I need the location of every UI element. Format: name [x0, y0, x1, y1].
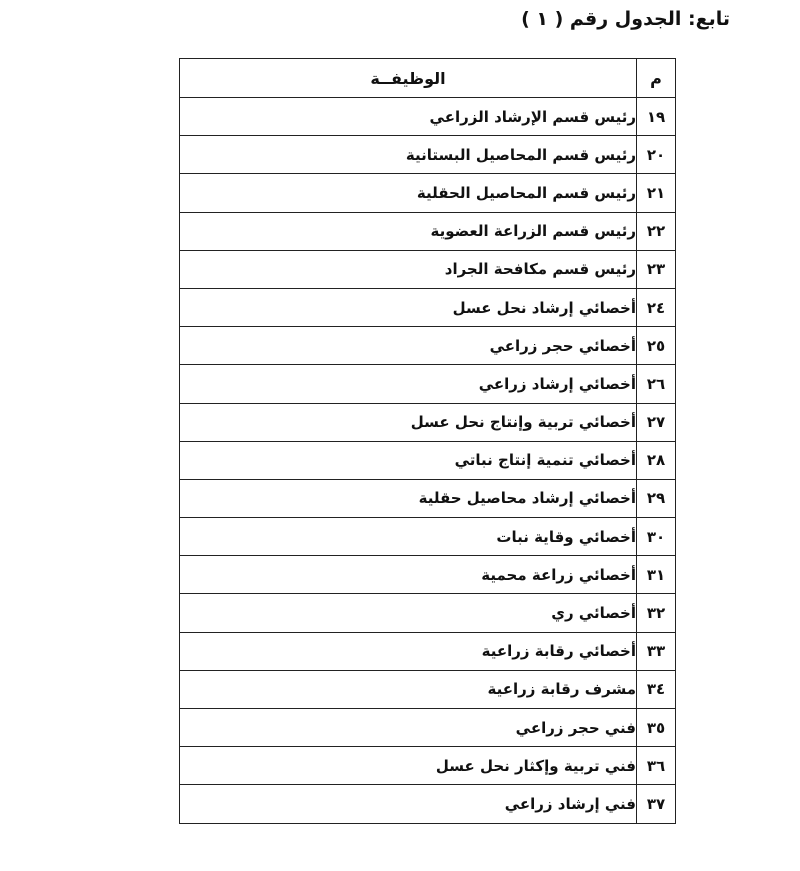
job-title: رئيس قسم المحاصيل الحقلية [180, 174, 637, 212]
table-row [180, 670, 676, 708]
column-header-number: م [637, 59, 676, 98]
job-title: فني حجر زراعي [180, 709, 637, 747]
row-number: ٣٤ [637, 670, 676, 708]
table-body [180, 98, 676, 824]
job-title: فني تربية وإكثار نحل عسل [180, 747, 637, 785]
table-row [180, 174, 676, 212]
job-title: رئيس قسم الإرشاد الزراعي [180, 98, 637, 136]
row-number: ٢٩ [637, 479, 676, 517]
row-number: ١٩ [637, 98, 676, 136]
row-number: ٢٧ [637, 403, 676, 441]
row-number: ٣٦ [637, 747, 676, 785]
row-number: ٣٢ [637, 594, 676, 632]
column-header-job: الوظيفــة [180, 59, 637, 98]
job-title: أخصائي رقابة زراعية [180, 632, 637, 670]
row-number: ٣٠ [637, 518, 676, 556]
row-number: ٣١ [637, 556, 676, 594]
table-row [180, 709, 676, 747]
table-row [180, 288, 676, 326]
table-row [180, 327, 676, 365]
row-number: ٢٢ [637, 212, 676, 250]
table-caption: تابع: الجدول رقم ( ١ ) [521, 8, 730, 30]
job-title: أخصائي ري [180, 594, 637, 632]
job-title: فني إرشاد زراعي [180, 785, 637, 823]
job-title: أخصائي تنمية إنتاج نباتي [180, 441, 637, 479]
job-title: رئيس قسم مكافحة الجراد [180, 250, 637, 288]
table-row [180, 98, 676, 136]
row-number: ٢٣ [637, 250, 676, 288]
table-row [180, 594, 676, 632]
job-title: رئيس قسم المحاصيل البستانية [180, 136, 637, 174]
row-number: ٣٧ [637, 785, 676, 823]
job-title: أخصائي وقاية نبات [180, 518, 637, 556]
row-number: ٢٥ [637, 327, 676, 365]
table-row [180, 747, 676, 785]
table-row [180, 365, 676, 403]
table-row [180, 212, 676, 250]
table-header-row [180, 59, 676, 98]
table-row [180, 785, 676, 823]
table-row [180, 441, 676, 479]
table-row [180, 556, 676, 594]
job-title: رئيس قسم الزراعة العضوية [180, 212, 637, 250]
job-title: أخصائي إرشاد نحل عسل [180, 288, 637, 326]
table-row [180, 479, 676, 517]
row-number: ٢٨ [637, 441, 676, 479]
row-number: ٣٣ [637, 632, 676, 670]
jobs-table [179, 58, 676, 824]
table-row [180, 632, 676, 670]
table-row [180, 250, 676, 288]
job-title: مشرف رقابة زراعية [180, 670, 637, 708]
job-title: أخصائي زراعة محمية [180, 556, 637, 594]
row-number: ٣٥ [637, 709, 676, 747]
job-title: أخصائي إرشاد محاصيل حقلية [180, 479, 637, 517]
row-number: ٢٠ [637, 136, 676, 174]
job-title: أخصائي إرشاد زراعي [180, 365, 637, 403]
row-number: ٢١ [637, 174, 676, 212]
row-number: ٢٦ [637, 365, 676, 403]
job-title: أخصائي حجر زراعي [180, 327, 637, 365]
row-number: ٢٤ [637, 288, 676, 326]
job-title: أخصائي تربية وإنتاج نحل عسل [180, 403, 637, 441]
table-row [180, 403, 676, 441]
table-row [180, 136, 676, 174]
table-row [180, 518, 676, 556]
